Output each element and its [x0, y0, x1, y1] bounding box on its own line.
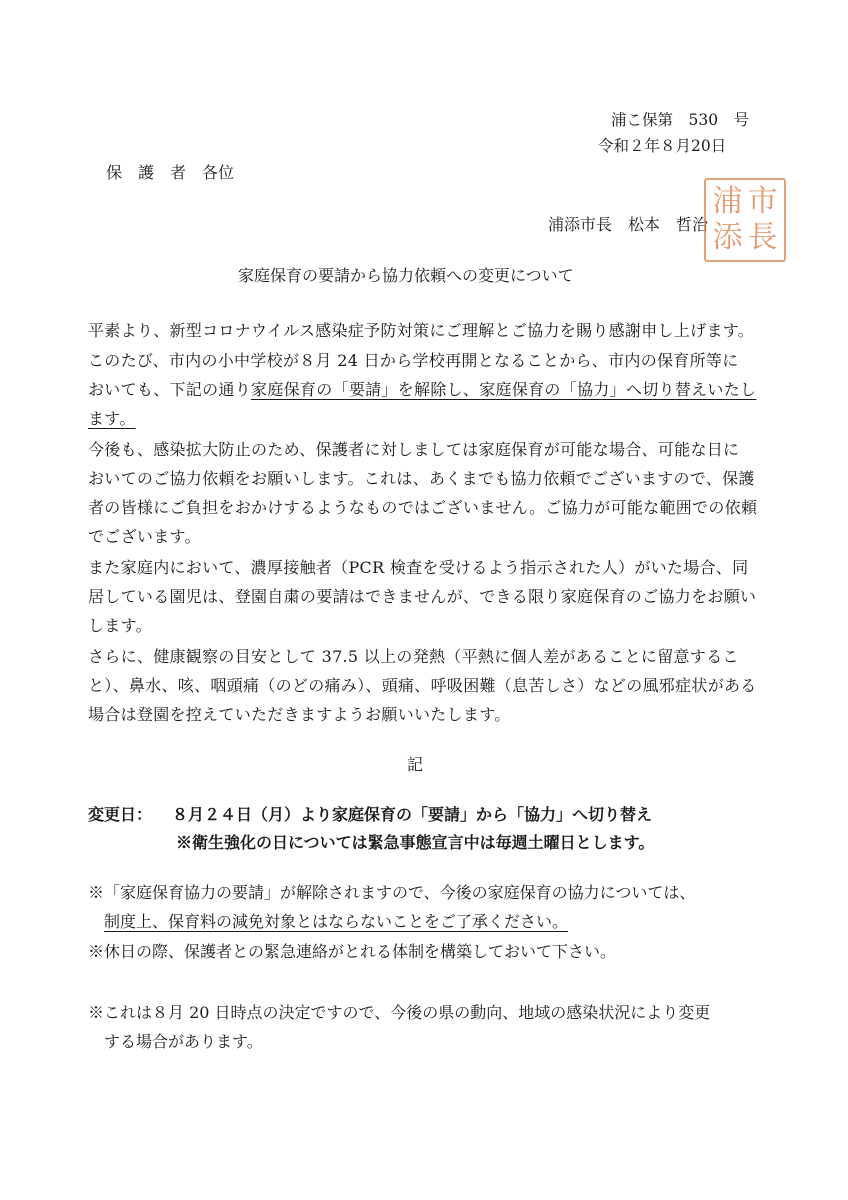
text-segment: おいても、下記の通り: [88, 380, 252, 399]
paragraph-line: おいてのご協力依頼をお願いします。これは、あくまでも協力依頼でございますので、保護: [88, 469, 755, 488]
underlined-text: ます。: [88, 409, 136, 428]
paragraph-line: [88, 377, 756, 400]
paragraph-line: また家庭内において、濃厚接触者（PCR 検査を受けるよう指示された人）がいた場合、同: [88, 558, 749, 577]
document-date: 令和２年８月20日: [598, 137, 727, 155]
paragraph-line: 者の皆様にご負担をおかけするようなものではございません。ご協力が可能な範囲での依頼: [88, 498, 758, 517]
seal-char: 長: [747, 220, 778, 255]
official-seal-icon: [704, 178, 786, 262]
seal-char: 市: [747, 184, 778, 219]
change-date-text: ８月２４日（月）より家庭保育の「要請」から「協力」へ切り替え: [172, 805, 653, 824]
paragraph-line: [88, 406, 136, 429]
addressee: 保 護 者 各位: [106, 163, 235, 182]
change-date-label: 変更日：: [88, 805, 153, 824]
paragraph-line: します。: [88, 616, 152, 635]
note-underlined-line: 制度上、保育料の減免対象とはならないことをご了承ください。: [104, 912, 569, 931]
paragraph-line: 場合は登園を控えていただきますようお願いいたします。: [88, 705, 511, 724]
note-line: ※「家庭保育協力の要請」が解除されますので、今後の家庭保育の協力については、: [88, 883, 696, 902]
paragraph-line: と）、鼻水、咳、咽頭痛（のどの痛み）、頭痛、呼吸困難（息苦しさ）などの風邪症状がある: [88, 676, 757, 695]
document-number: 浦こ保第 530 号: [611, 111, 750, 129]
paragraph-line: 居している園児は、登園自粛の要請はできませんが、できる限り家庭保育のご協力をお願い: [88, 587, 757, 606]
sender: 浦添市長 松本 哲治: [548, 215, 709, 234]
seal-char: 浦: [712, 184, 743, 219]
document-title: 家庭保育の要請から協力依頼への変更について: [238, 266, 574, 285]
change-note: ※衛生強化の日については緊急事態宣言中は毎週土曜日とします。: [176, 833, 655, 852]
paragraph-line: 平素より、新型コロナウイルス感染症予防対策にご理解とご協力を賜り感謝申し上げます。: [88, 321, 755, 340]
paragraph-line: でございます。: [88, 527, 201, 546]
note-line: する場合があります。: [104, 1032, 263, 1051]
underlined-text: 家庭保育の「要請」を解除し、家庭保育の「協力」へ切り替えいたし: [251, 380, 757, 399]
note-line: ※休日の際、保護者との緊急連絡がとれる体制を構築しておいて下さい。: [88, 942, 617, 961]
paragraph-line: このたび、市内の小中学校が８月 24 日から学校再開となることから、市内の保育所等に: [88, 351, 739, 370]
paragraph-line: 今後も、感染拡大防止のため、保護者に対しましては家庭保育が可能な場合、可能な日に: [88, 440, 740, 459]
ki-heading: 記: [407, 755, 424, 774]
paragraph-line: さらに、健康観察の目安として 37.5 以上の発熱（平熱に個人差があることに留意するこ: [88, 647, 739, 666]
seal-char: 添: [712, 220, 743, 255]
note-line: ※これは８月 20 日時点の決定ですので、今後の県の動向、地域の感染状況により変更: [88, 1003, 711, 1022]
